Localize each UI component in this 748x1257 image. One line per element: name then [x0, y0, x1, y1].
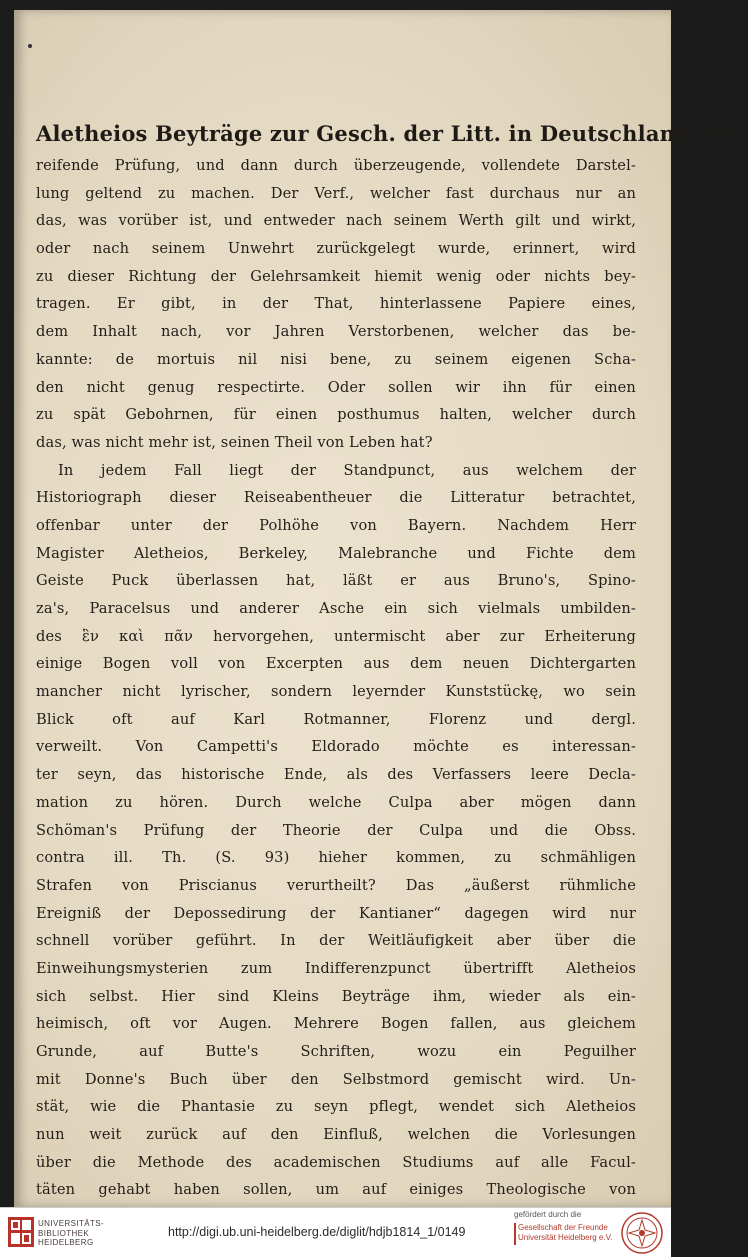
text-line: Ereigniß der Depossedirung der Kantianer“ dagegen wird nur: [36, 900, 636, 928]
running-head: Aletheios Beyträge zur Gesch. der Litt. in Deutschland.: [36, 121, 698, 146]
text-line: lung geltend zu machen. Der Verf., welcher fast durchaus nur an: [36, 180, 636, 208]
text-line: ter seyn, das historische Ende, als des Verfassers leere Decla-: [36, 761, 636, 789]
text-line: täten gehabt haben sollen, um auf einiges Theologische von: [36, 1176, 636, 1204]
text-line: nun weit zurück auf den Einfluß, welchen die Vorlesungen: [36, 1121, 636, 1149]
text-line: Magister Aletheios, Berkeley, Malebranche und Fichte dem: [36, 540, 636, 568]
page-spot: [28, 44, 32, 48]
text-line: tragen. Er gibt, in der That, hinterlassene Papiere eines,: [36, 290, 636, 318]
page-header: [36, 116, 636, 150]
text-line: verweilt. Von Campetti's Eldorado möchte es interessan-: [36, 733, 636, 761]
text-line: den nicht genug respectirte. Oder sollen wir ihn für einen: [36, 374, 636, 402]
sponsor-line: Universität Heidelberg e.V.: [518, 1233, 612, 1243]
page-body-text: [36, 152, 636, 1204]
text-line: einige Bogen voll von Excerpten aus dem neuen Dichtergarten: [36, 650, 636, 678]
text-line: das, was vorüber ist, und entweder nach seinem Werth gilt und wirkt,: [36, 207, 636, 235]
sponsor-name: [518, 1223, 612, 1243]
text-line: contra ill. Th. (S. 93) hieher kommen, zu schmähligen: [36, 844, 636, 872]
text-line: sich selbst. Hier sind Kleins Beyträge ihm, wieder als ein-: [36, 983, 636, 1011]
text-line: mancher nicht lyrischer, sondern leyernder Kunststückę, wo sein: [36, 678, 636, 706]
text-line: über die Methode des academischen Studiums auf alle Facul-: [36, 1149, 636, 1177]
text-line: Historiograph dieser Reiseabentheuer die Litteratur betrachtet,: [36, 484, 636, 512]
sponsor-line: Gesellschaft der Freunde: [518, 1223, 612, 1233]
text-line: zu dieser Richtung der Gelehrsamkeit hiemit wenig oder nichts bey-: [36, 263, 636, 291]
text-line: Grunde, auf Butte's Schriften, wozu ein Peguilher: [36, 1038, 636, 1066]
text-line: das, was nicht mehr ist, seinen Theil von Leben hat?: [36, 429, 636, 457]
text-line: reifende Prüfung, und dann durch überzeugende, vollendete Darstel-: [36, 152, 636, 180]
library-name-line: BIBLIOTHEK: [38, 1229, 104, 1239]
text-line: Einweihungsmysterien zum Indifferenzpunct übertrifft Aletheios: [36, 955, 636, 983]
sponsor-caption: gefördert durch die: [514, 1210, 581, 1219]
university-seal-icon[interactable]: [621, 1212, 663, 1254]
text-line: mation zu hören. Durch welche Culpa aber mögen dann: [36, 789, 636, 817]
text-line: dem Inhalt nach, vor Jahren Verstorbenen, welcher das be-: [36, 318, 636, 346]
library-name-line: UNIVERSITÄTS-: [38, 1219, 104, 1229]
text-line: heimisch, oft vor Augen. Mehrere Bogen fallen, aus gleichem: [36, 1010, 636, 1038]
library-name-line: HEIDELBERG: [38, 1238, 104, 1248]
text-line: stät, wie die Phantasie zu seyn pflegt, wendet sich Aletheios: [36, 1093, 636, 1121]
library-name: [38, 1219, 104, 1248]
text-line: Strafen von Priscianus verurtheilt? Das „äußerst rühmliche: [36, 872, 636, 900]
text-line: mit Donne's Buch über den Selbstmord gemischt wird. Un-: [36, 1066, 636, 1094]
text-line: In jedem Fall liegt der Standpunct, aus welchem der: [36, 457, 636, 485]
text-line: kannte: de mortuis nil nisi bene, zu seinem eigenen Scha-: [36, 346, 636, 374]
text-line: offenbar unter der Polhöhe von Bayern. Nachdem Herr: [36, 512, 636, 540]
text-line: des ἓν καὶ πᾶν hervorgehen, untermischt aber zur Erheiterung: [36, 623, 636, 651]
page-number: 143: [698, 120, 748, 146]
text-line: schnell vorüber geführt. In der Weitläufigkeit aber über die: [36, 927, 636, 955]
text-line: Schöman's Prüfung der Theorie der Culpa und die Obss.: [36, 817, 636, 845]
text-line: Geiste Puck überlassen hat, läßt er aus Bruno's, Spino-: [36, 567, 636, 595]
text-line: Blick oft auf Karl Rotmanner, Florenz und dergl.: [36, 706, 636, 734]
text-line: zu spät Gebohrnen, für einen posthumus halten, welcher durch: [36, 401, 636, 429]
digital-object-url[interactable]: http://digi.ub.uni-heidelberg.de/diglit/hdjb1814_1/0149: [168, 1225, 465, 1239]
text-line: oder nach seinem Unwehrt zurückgelegt wurde, erinnert, wird: [36, 235, 636, 263]
text-line: za's, Paracelsus und anderer Asche ein sich vielmals umbilden-: [36, 595, 636, 623]
sponsor-accent-bar: [514, 1223, 516, 1245]
university-library-logo-icon[interactable]: [8, 1217, 34, 1247]
footer-bar: [0, 1207, 671, 1257]
